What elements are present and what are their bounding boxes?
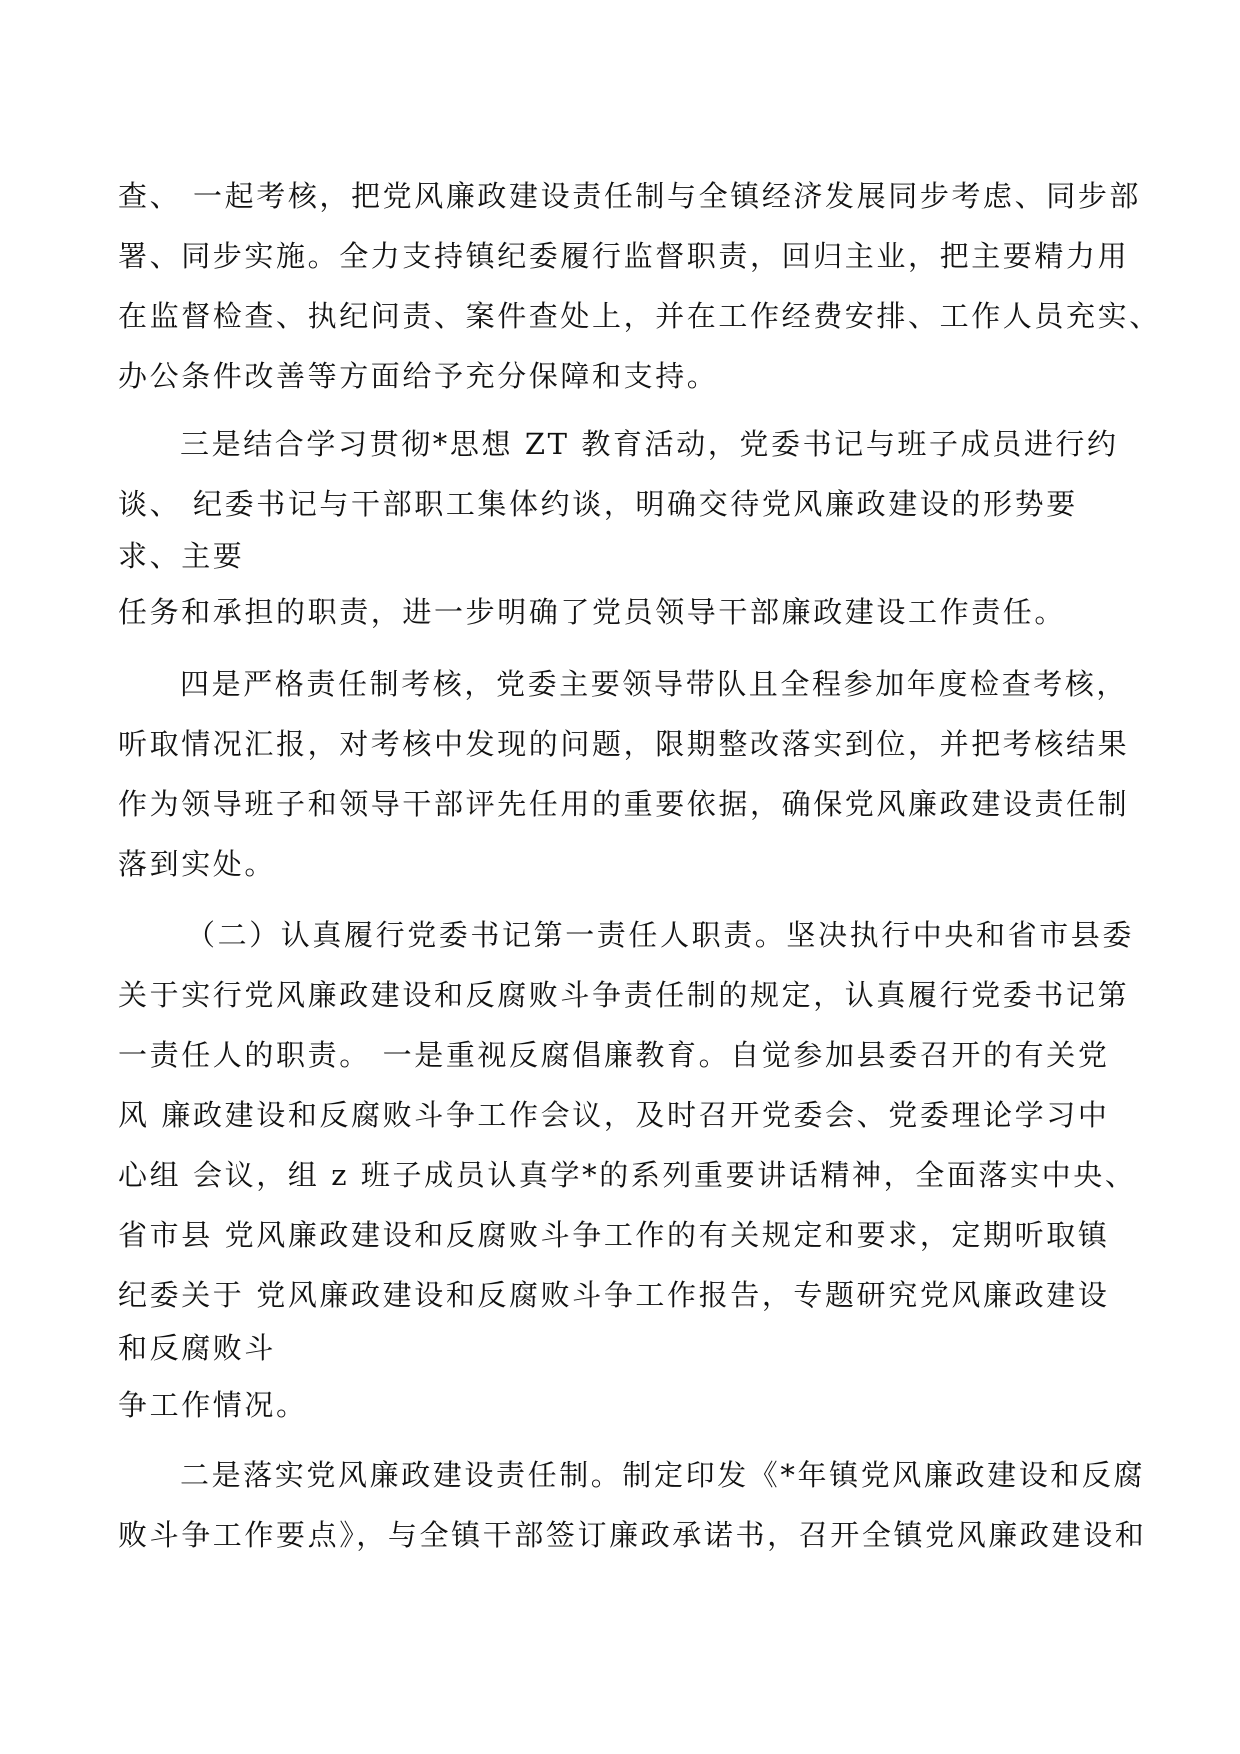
text-line: 办公条件改善等方面给予充分保障和支持。: [118, 359, 719, 393]
text-line: 一责任人的职责。 一是重视反腐倡廉教育。自觉参加县委召开的有关党: [118, 1038, 1110, 1072]
section-heading-line: （二）认真履行党委书记第一责任人职责。坚决执行中央和省市县委: [186, 918, 1135, 952]
text-line: 纪委关于 党风廉政建设和反腐败斗争工作报告，专题研究党风廉政建设: [118, 1278, 1110, 1312]
text-line: 心组 会议，组 z 班子成员认真学*的系列重要讲话精神，全面落实中央、: [118, 1158, 1137, 1192]
text-line: 关于实行党风廉政建设和反腐败斗争责任制的规定，认真履行党委书记第: [118, 978, 1130, 1012]
text-line: 作为领导班子和领导干部评先任用的重要依据，确保党风廉政建设责任制: [118, 787, 1130, 821]
text-line: 落到实处。: [118, 847, 277, 881]
text-line: 署、同步实施。全力支持镇纪委履行监督职责，回归主业，把主要精力用: [118, 239, 1130, 273]
text-line: 任务和承担的职责，进一步明确了党员领导干部廉政建设工作责任。: [118, 595, 1067, 629]
paragraph-line: 三是结合学习贯彻*思想 ZT 教育活动，党委书记与班子成员进行约: [180, 427, 1119, 461]
text-line: 败斗争工作要点》，与全镇干部签订廉政承诺书，召开全镇党风廉政建设和: [118, 1518, 1147, 1552]
text-line: 省市县 党风廉政建设和反腐败斗争工作的有关规定和要求，定期听取镇: [118, 1218, 1110, 1252]
text-line: 在监督检查、执纪问责、案件查处上，并在工作经费安排、工作人员充实、: [118, 299, 1161, 333]
text-line: 风 廉政建设和反腐败斗争工作会议，及时召开党委会、党委理论学习中: [118, 1098, 1110, 1132]
text-line: 和反腐败斗: [118, 1331, 277, 1365]
text-line: 谈、 纪委书记与干部职工集体约谈，明确交待党风廉政建设的形势要: [118, 487, 1078, 521]
paragraph-line: 二是落实党风廉政建设责任制。制定印发《*年镇党风廉政建设和反腐: [180, 1458, 1146, 1492]
text-line: 争工作情况。: [118, 1388, 308, 1422]
text-line: 求、主要: [118, 539, 245, 573]
text-line: 听取情况汇报，对考核中发现的问题，限期整改落实到位，并把考核结果: [118, 727, 1130, 761]
text-line: 查、 一起考核，把党风廉政建设责任制与全镇经济发展同步考虑、同步部: [118, 179, 1142, 213]
paragraph-line: 四是严格责任制考核，党委主要领导带队且全程参加年度检查考核，: [180, 667, 1129, 701]
